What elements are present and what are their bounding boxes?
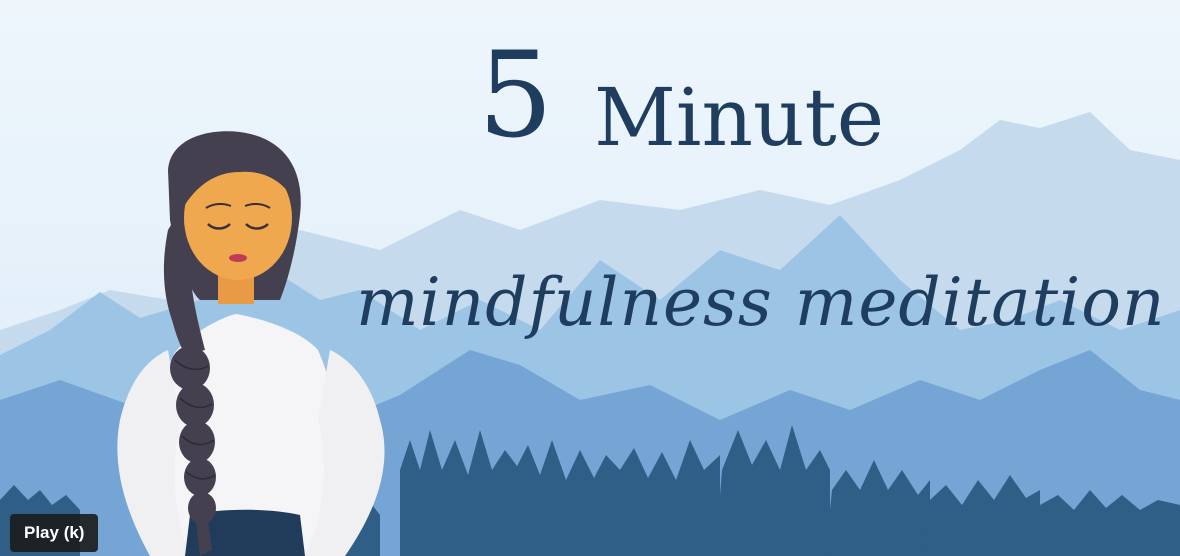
play-tooltip: Play (k) [10,514,98,552]
video-title-number: 5 [478,26,556,164]
video-subtitle: mindfulness meditation [356,264,1166,341]
video-title-word: Minute [594,71,885,164]
